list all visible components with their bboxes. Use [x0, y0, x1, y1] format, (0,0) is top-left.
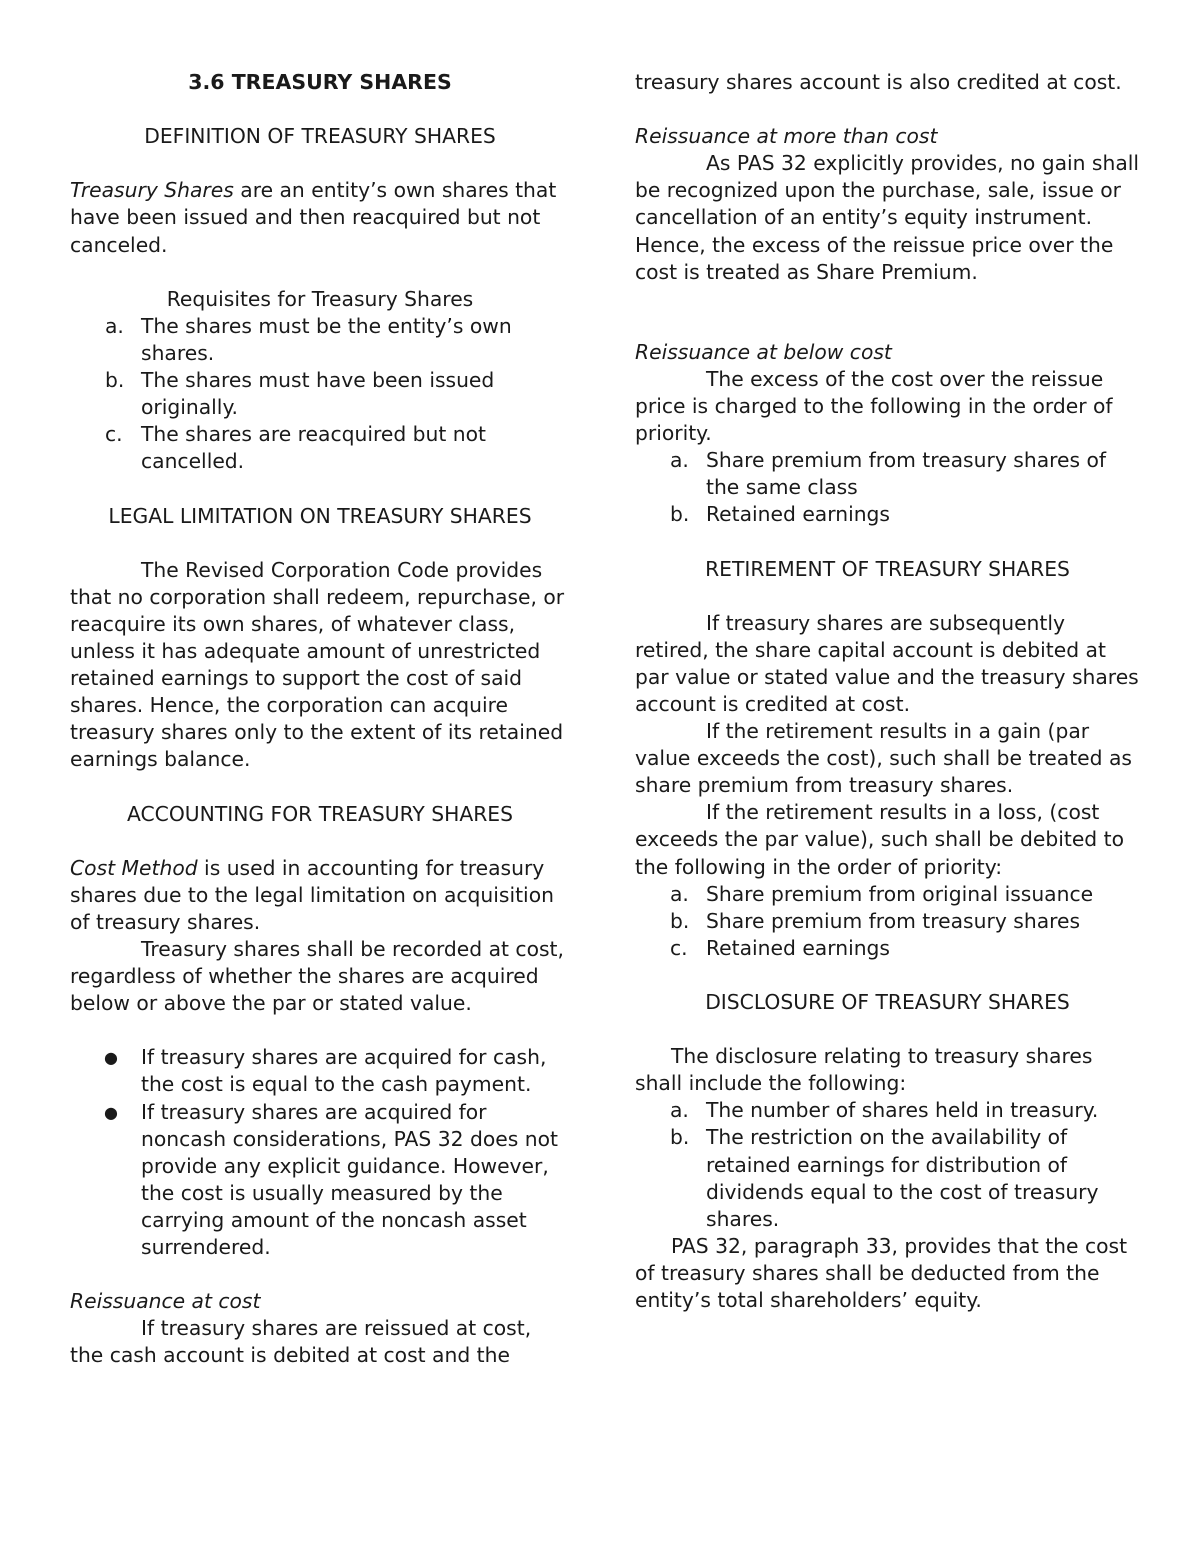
requisites-heading: Requisites for Treasury Shares [166, 286, 474, 311]
legal-heading: LEGAL LIMITATION ON TREASURY SHARES [108, 503, 532, 528]
cost-method-paragraph [70, 855, 570, 936]
continuation-paragraph: treasury shares account is also credited at cost. [635, 70, 1122, 94]
legal-paragraph: The Revised Corporation Code provides that no corporation shall redeem, repurchase, or reacquire its own shares, of whatever class, unless it has adequate amount of unrestricted retained earnings to support the cost of said shares. Hence, the corporation can acquire treasury shares only to the extent of its retained earnings balance. [70, 557, 565, 772]
left-column [70, 69, 570, 1370]
list-item: a. The shares must be the entity’s own shares. [105, 313, 512, 365]
definition-text: are an entity’s own shares that have been issued and then reacquired but not canceled. [70, 178, 557, 257]
pas-paragraph: PAS 32, paragraph 33, provides that the cost of treasury shares shall be deducted from the entity’s total shareholders’ equity. [635, 1233, 1128, 1313]
below-cost-heading: Reissuance at below cost [635, 339, 892, 364]
reissuance-cost-heading: Reissuance at cost [70, 1289, 261, 1314]
list-item: a. Share premium from original issuance [670, 881, 1094, 906]
bullet-icon: ● [104, 1048, 118, 1068]
right-column [635, 69, 1140, 1314]
list-item: a. The number of shares held in treasury. [670, 1098, 1099, 1123]
list-item: b. The shares must have been issued originally. [105, 368, 495, 420]
definition-heading: DEFINITION OF TREASURY SHARES [144, 124, 496, 149]
list-item: b. Share premium from treasury shares [670, 908, 1081, 933]
list-item: c. Retained earnings [670, 935, 890, 960]
more-than-cost-paragraph: As PAS 32 explicitly provides, no gain shall be recognized upon the purchase, sale, issue or cancellation of an entity’s equity instrument. Hence, the excess of the reissue price over the cost is treated as Share Premium. [635, 151, 1140, 284]
list-item: b. Retained earnings [670, 502, 890, 527]
accounting-heading: ACCOUNTING FOR TREASURY SHARES [127, 801, 513, 826]
below-cost-paragraph: The excess of the cost over the reissue price is charged to the following in the order of priority. [635, 366, 1113, 446]
page-title: 3.6 TREASURY SHARES [188, 70, 452, 94]
retirement-paragraph-2: If the retirement results in a gain (par value exceeds the cost), such shall be treated as share premium from treasury shares. [635, 719, 1132, 798]
retirement-heading: RETIREMENT OF TREASURY SHARES [705, 556, 1070, 581]
definition-term: Treasury Shares [70, 178, 234, 203]
cost-method-term: Cost Method [70, 855, 198, 880]
cost-method-text: is used in accounting for treasury shares due to the legal limitation on acquisition of treasury shares. [70, 855, 554, 934]
requisites-list [70, 313, 570, 476]
list-item: ● If treasury shares are acquired for noncash considerations, PAS 32 does not provide any explicit guidance. However, the cost is usually measured by the carrying amount of the noncash asset surrendered. [104, 1099, 558, 1260]
definition-paragraph [70, 177, 570, 258]
disclosure-list [635, 1097, 1140, 1232]
disclosure-intro: The disclosure relating to treasury shares shall include the following: [635, 1044, 1093, 1096]
list-item: a. Share premium from treasury shares of the same class [670, 448, 1107, 500]
retirement-paragraph-3: If the retirement results in a loss, (cost exceeds the par value), such shall be debited to the following in the order of priority: [635, 800, 1124, 879]
reissuance-cost-paragraph: If treasury shares are reissued at cost, the cash account is debited at cost and the [70, 1316, 532, 1368]
retirement-paragraph-1: If treasury shares are subsequently retired, the share capital account is debited at par value or stated value and the treasury shares account is credited at cost. [635, 610, 1139, 716]
bullet-icon: ● [104, 1102, 118, 1122]
more-than-cost-heading: Reissuance at more than cost [635, 124, 938, 149]
list-item: ● If treasury shares are acquired for cash, the cost is equal to the cash payment. [104, 1045, 547, 1097]
below-cost-list [635, 447, 1140, 528]
retirement-list [635, 881, 1140, 962]
disclosure-heading: DISCLOSURE OF TREASURY SHARES [705, 990, 1070, 1014]
recorded-paragraph: Treasury shares shall be recorded at cost, regardless of whether the shares are acquired below or above the par or stated value. [70, 937, 564, 1016]
list-item: b. The restriction on the availability of retained earnings for distribution of dividends equal to the cost of treasury shares. [670, 1125, 1099, 1231]
list-item: c. The shares are reacquired but not cancelled. [105, 422, 486, 474]
acquisition-bullets [70, 1044, 570, 1261]
